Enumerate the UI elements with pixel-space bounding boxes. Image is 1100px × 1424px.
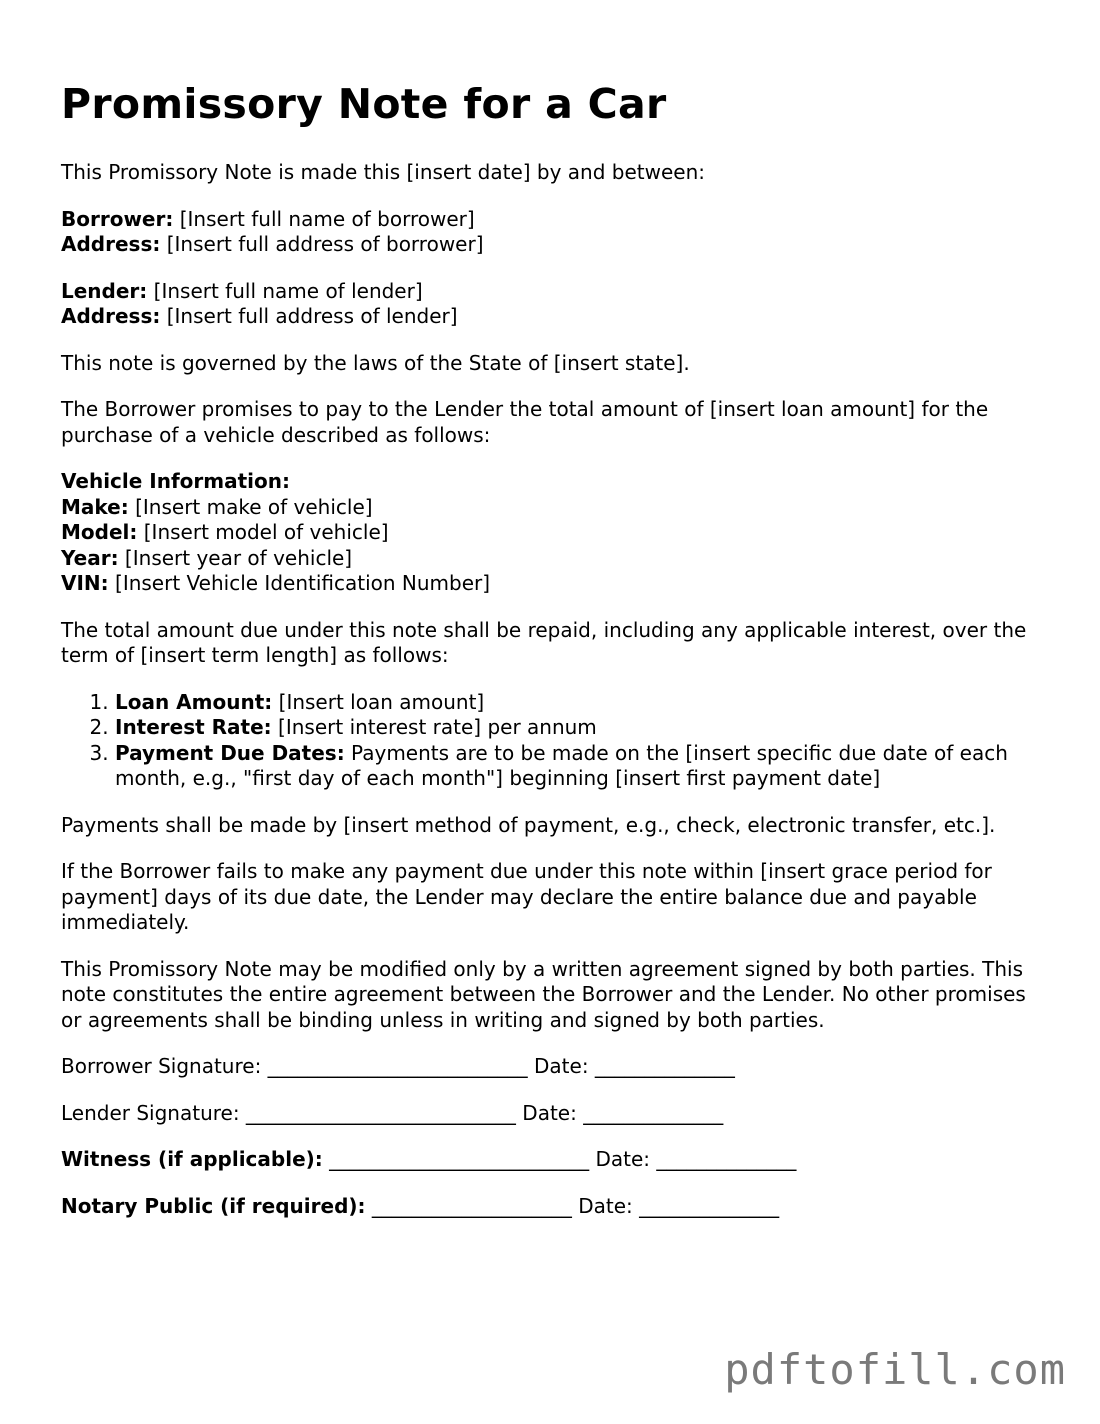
repayment-intro-paragraph: The total amount due under this note shall be repaid, including any applicable interest, over the term of [insert term length] as follows:	[61, 617, 1027, 667]
lender-address-label: Address:	[61, 304, 161, 328]
intro-paragraph: This Promissory Note is made this [insert date] by and between:	[61, 160, 706, 184]
payment-method-paragraph: Payments shall be made by [insert method of payment, e.g., check, electronic transfer, etc.].	[61, 812, 996, 837]
lender-block	[61, 279, 1051, 330]
vehicle-year-value: [Insert year of vehicle]	[118, 545, 353, 570]
vehicle-vin-label: VIN:	[61, 571, 109, 595]
vehicle-block	[61, 469, 1051, 597]
borrower-name-label: Borrower:	[61, 206, 174, 231]
term-label: Interest Rate:	[115, 715, 272, 739]
modification-clause-paragraph: This Promissory Note may be modified only by a written agreement signed by both parties. This note constitutes the entire agreement between the Borrower and the Lender. No other promises or agreements shall be binding unless in writing and signed by both parties.	[61, 956, 1026, 1032]
lender-name-value: [Insert full name of lender]	[147, 278, 423, 303]
witness-signature-line[interactable]	[61, 1147, 1051, 1173]
document-page	[61, 78, 1051, 1240]
vehicle-model-value: [Insert model of vehicle]	[137, 520, 389, 544]
vehicle-vin-value: [Insert Vehicle Identification Number]	[108, 571, 491, 595]
promise-paragraph: The Borrower promises to pay to the Lender the total amount of [insert loan amount] for the purchase of a vehicle described as follows:	[61, 397, 989, 447]
vehicle-year-label: Year:	[61, 545, 119, 570]
vehicle-heading: Vehicle Information:	[61, 469, 290, 493]
witness-line[interactable]: __________________________ Date: ______________	[322, 1147, 797, 1171]
list-item	[115, 741, 1051, 792]
notary-line[interactable]: ____________________ Date: ______________	[365, 1193, 780, 1218]
borrower-block	[61, 207, 1051, 258]
lender-address-value: [Insert full address of lender]	[160, 304, 458, 328]
term-value: Payments are to be made on the [insert specific due date of each month, e.g., "first day of each month"] beginning [insert first payment date]	[115, 740, 1008, 790]
document-title: Promissory Note for a Car	[61, 80, 667, 128]
term-value: [Insert interest rate] per annum	[271, 715, 597, 739]
vehicle-make-value: [Insert make of vehicle]	[128, 494, 373, 519]
borrower-name-value: [Insert full name of borrower]	[173, 206, 475, 231]
lender-name-label: Lender:	[61, 278, 148, 303]
vehicle-model-label: Model:	[61, 520, 138, 544]
terms-list	[61, 690, 1051, 792]
default-clause-paragraph: If the Borrower fails to make any payment due under this note within [insert grace period for payment] days of its due date, the Lender may declare the entire balance due and payable immediately.	[61, 859, 992, 934]
term-value: [Insert loan amount]	[272, 689, 485, 714]
term-label: Payment Due Dates:	[115, 740, 345, 765]
watermark: pdftofill.com	[724, 1345, 1066, 1394]
governing-law-paragraph: This note is governed by the laws of the State of [insert state].	[61, 350, 690, 375]
borrower-address-value: [Insert full address of borrower]	[160, 232, 484, 256]
lender-signature-line[interactable]: Lender Signature: ___________________________ Date: ______________	[61, 1100, 724, 1125]
notary-signature-line[interactable]	[61, 1194, 1051, 1220]
list-item	[115, 690, 1051, 716]
term-label: Loan Amount:	[115, 689, 273, 714]
list-item	[115, 715, 1051, 741]
borrower-address-label: Address:	[61, 232, 161, 256]
borrower-signature-line[interactable]: Borrower Signature: __________________________ Date: ______________	[61, 1054, 735, 1078]
witness-label: Witness (if applicable):	[61, 1147, 323, 1171]
vehicle-make-label: Make:	[61, 494, 129, 519]
notary-label: Notary Public (if required):	[61, 1193, 366, 1218]
